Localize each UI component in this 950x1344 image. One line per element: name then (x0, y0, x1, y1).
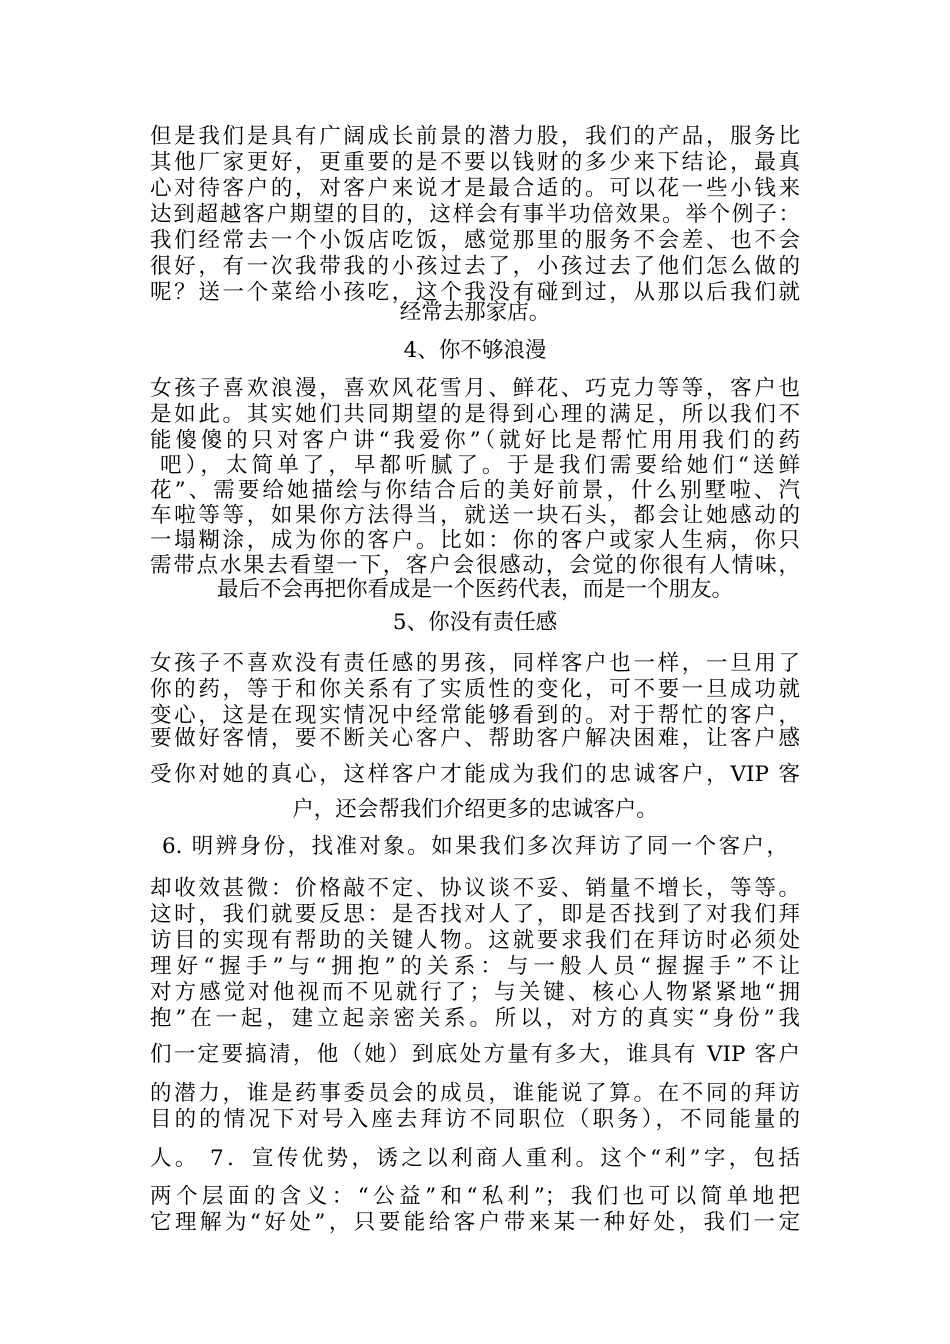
paragraph-line: 访目的实现有帮助的关键人物。这就要求我们在拜访时必须处 (150, 928, 800, 953)
paragraph-line-last: 经常去那家店。 (399, 300, 551, 325)
paragraph-line: 车啦等等，如果你方法得当，就送一块石头，都会让她感动的 (150, 503, 800, 528)
paragraph-line: 心对待客户的，对客户来说才是最合适的。可以花一些小钱来 (150, 176, 800, 201)
paragraph-line: 达到超越客户期望的目的，这样会有事半功倍效果。举个例子： (150, 202, 800, 227)
paragraph-line: 是如此。其实她们共同期望的是得到心理的满足，所以我们不 (150, 402, 800, 427)
paragraph-line: 你的药，等于和你关系有了实质性的变化，可不要一旦成功就 (150, 677, 800, 702)
numbered-item-6: 6. 明辨身份，找准对象。如果我们多次拜访了同一个客户， (162, 834, 788, 859)
paragraph-line: 两个层面的含义：“公益”和“私利”；我们也可以简单地把 (150, 1184, 800, 1209)
paragraph-line: 却收效甚微：价格敲不定、协议谈不妥、销量不增长，等等。 (150, 876, 800, 901)
paragraph-line: 变心，这是在现实情况中经常能够看到的。对于帮忙的客户， (150, 703, 800, 728)
paragraph-line: 受你对她的真心，这样客户才能成为我们的忠诚客户，VIP 客 (150, 762, 800, 787)
paragraph-line: 对方感觉对他视而不见就行了；与关键、核心人物紧紧地“拥 (150, 980, 800, 1005)
paragraph-line: 这时，我们就要反思：是否找对人了，即是否找到了对我们拜 (150, 902, 800, 927)
paragraph-line: 能傻傻的只对客户讲“我爱你”（就好比是帮忙用用我们的药 (150, 428, 800, 453)
paragraph-line: 抱”在一起，建立起亲密关系。所以，对方的真实“身份”我 (150, 1006, 800, 1031)
paragraph-line-last: 户，还会帮我们介绍更多的忠诚客户。 (292, 797, 658, 822)
paragraph-line: 理好“握手”与“拥抱”的关系：与一般人员“握握手”不让 (150, 954, 800, 979)
paragraph-line: 目的的情况下对号入座去拜访不同职位（职务），不同能量的 (150, 1107, 800, 1132)
paragraph-line: 需带点水果去看望一下，客户会很感动，会觉的你很有人情味， (150, 553, 800, 578)
paragraph-line: 吧），太简单了，早都听腻了。于是我们需要给她们“送鲜 (160, 453, 800, 478)
paragraph-line: 我们经常去一个小饭店吃饭，感觉那里的服务不会差、也不会 (150, 228, 800, 253)
numbered-item-7: 人。 7．宣传优势，诱之以利商人重利。这个“利”字，包括 (150, 1146, 800, 1171)
paragraph-line: 一塌糊涂，成为你的客户。比如：你的客户或家人生病，你只 (150, 528, 800, 553)
paragraph-line: 要做好客情，要不断关心客户、帮助客户解决困难，让客户感 (150, 726, 800, 751)
paragraph-line: 很好，有一次我带我的小孩过去了，小孩过去了他们怎么做的 (150, 254, 800, 279)
paragraph-line: 的潜力，谁是药事委员会的成员，谁能说了算。在不同的拜访 (150, 1081, 800, 1106)
paragraph-line: 但是我们是具有广阔成长前景的潜力股，我们的产品，服务比 (150, 124, 800, 149)
paragraph-line: 女孩子不喜欢没有责任感的男孩，同样客户也一样，一旦用了 (150, 651, 800, 676)
paragraph-line-last: 最后不会再把你看成是一个医药代表，而是一个朋友。 (216, 577, 733, 602)
paragraph-line: 其他厂家更好，更重要的是不要以钱财的多少来下结论，最真 (150, 150, 800, 175)
paragraph-line: 们一定要搞清，他（她）到底处方量有多大，谁具有 VIP 客户 (150, 1042, 800, 1067)
paragraph-line: 女孩子喜欢浪漫，喜欢风花雪月、鲜花、巧克力等等，客户也 (150, 376, 800, 401)
section-heading-4: 4、你不够浪漫 (403, 338, 547, 363)
paragraph-line: 它理解为“好处”，只要能给客户带来某一种好处，我们一定 (150, 1210, 800, 1235)
section-heading-5: 5、你没有责任感 (392, 610, 558, 635)
paragraph-line: 花”、需要给她描绘与你结合后的美好前景，什么别墅啦、汽 (150, 478, 800, 503)
paragraph-line: 呢？送一个菜给小孩吃，这个我没有碰到过，从那以后我们就 (150, 280, 800, 305)
